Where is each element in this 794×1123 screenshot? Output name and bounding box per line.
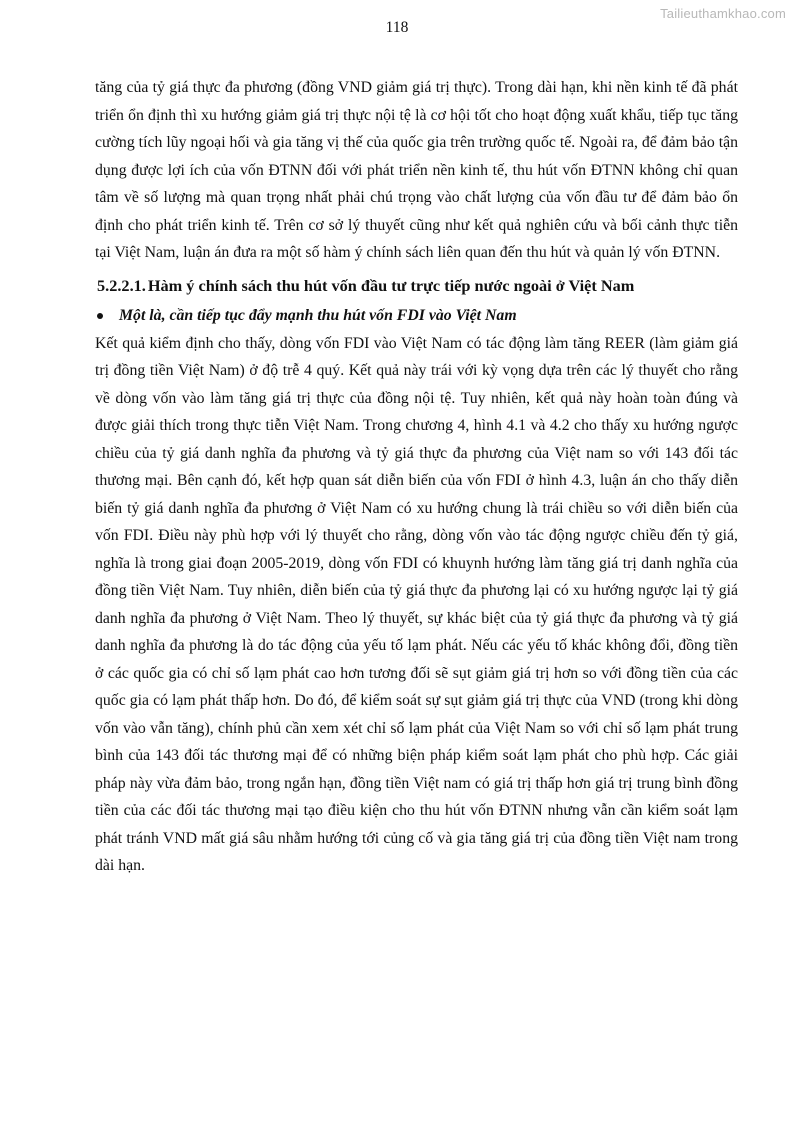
body-paragraph: Kết quả kiểm định cho thấy, dòng vốn FDI vào Việt Nam có tác động làm tăng REER (làm giảm giá trị đồng tiền Việt Nam) ở độ trễ 4 quý. Kết quả này trái với kỳ vọng dựa trên các lý thuyết cho rằng về dòng vốn vào làm tăng giá trị thực của đồng nội tệ. Tuy nhiên, kết quả này hoàn toàn đúng và được giải thích trong thực tiễn Việt Nam. Trong chương 4, hình 4.1 và 4.2 cho thấy xu hướng ngược chiều của tỷ giá danh nghĩa đa phương và tỷ giá thực đa phương của Việt nam so với 143 đối tác thương mại. Bên cạnh đó, kết hợp quan sát diễn biến của vốn FDI ở hình 4.3, luận án cho thấy diễn biến tỷ giá danh nghĩa đa phương ở Việt Nam có xu hướng chung là trái chiều so với diễn biến của vốn FDI. Điều này phù hợp với lý thuyết cho rằng, dòng vốn vào tác động ngược chiều đến tỷ giá, nghĩa là trong giai đoạn 2005-2019, dòng vốn FDI có khuynh hướng làm tăng giá trị danh nghĩa của đồng tiền Việt Nam. Tuy nhiên, diễn biến của tỷ giá thực đa phương lại có xu hướng ngược lại tỷ giá danh nghĩa đa phương ở Việt Nam. Theo lý thuyết, sự khác biệt của tỷ giá thực đa phương và tỷ giá danh nghĩa đa phương là do tác động của yếu tố lạm phát. Nếu các yếu tố khác không đổi, đồng tiền ở các quốc gia có chỉ số lạm phát cao hơn tương đối sẽ sụt giảm giá trị hơn so với đồng tiền của các quốc gia có lạm phát thấp hơn. Do đó, để kiểm soát sự sụt giảm giá trị thực của VND (trong khi dòng vốn vào vẫn tăng), chính phủ cần xem xét chỉ số lạm phát của Việt Nam so với chỉ số lạm phát trung bình của 143 đối tác thương mại để có những biện pháp kiểm soát lạm phát cho phù hợp. Các giải pháp này vừa đảm bảo, trong ngắn hạn, đồng tiền Việt nam có giá trị thấp hơn giá trị trung bình đồng tiền của các đối tác thương mại tạo điều kiện cho thu hút vốn ĐTNN nhưng vẫn cần kiểm soát lạm phát tránh VND mất giá sâu nhằm hướng tới củng cố và gia tăng giá trị của đồng tiền Việt nam trong dài hạn. [95,334,738,874]
bullet-text: Một là, cần tiếp tục đẩy mạnh thu hút vốn FDI vào Việt Nam [119,306,517,324]
watermark: Tailieuthamkhao.com [660,6,786,21]
section-number: 5.2.2.1. [97,275,146,295]
bullet-dot-icon [97,313,103,319]
section-heading [95,271,738,301]
bullet-item [95,301,738,330]
intro-paragraph: tăng của tỷ giá thực đa phương (đồng VND giảm giá trị thực). Trong dài hạn, khi nền kinh tế đã phát triển ổn định thì xu hướng giảm giá trị thực nội tệ là cơ hội tốt cho hoạt động xuất khẩu, tiếp tục tăng cường tích lũy ngoại hối và gia tăng vị thế của quốc gia trên trường quốc tế. Ngoài ra, để đảm bảo tận dụng được lợi ích của vốn ĐTNN đối với phát triển nền kinh tế, thu hút vốn ĐTNN không chỉ quan tâm về số lượng mà quan trọng nhất phải chú trọng vào chất lượng của vốn đầu tư để đảm bảo ổn định cho phát triển kinh tế. Trên cơ sở lý thuyết cũng như kết quả nghiên cứu và bối cảnh thực tiễn tại Việt Nam, luận án đưa ra một số hàm ý chính sách liên quan đến thu hút và quản lý vốn ĐTNN. [95,79,738,261]
page-number: 118 [385,19,409,36]
document-body [95,74,738,880]
section-title: Hàm ý chính sách thu hút vốn đầu tư trực tiếp nước ngoài ở Việt Nam [147,275,635,295]
